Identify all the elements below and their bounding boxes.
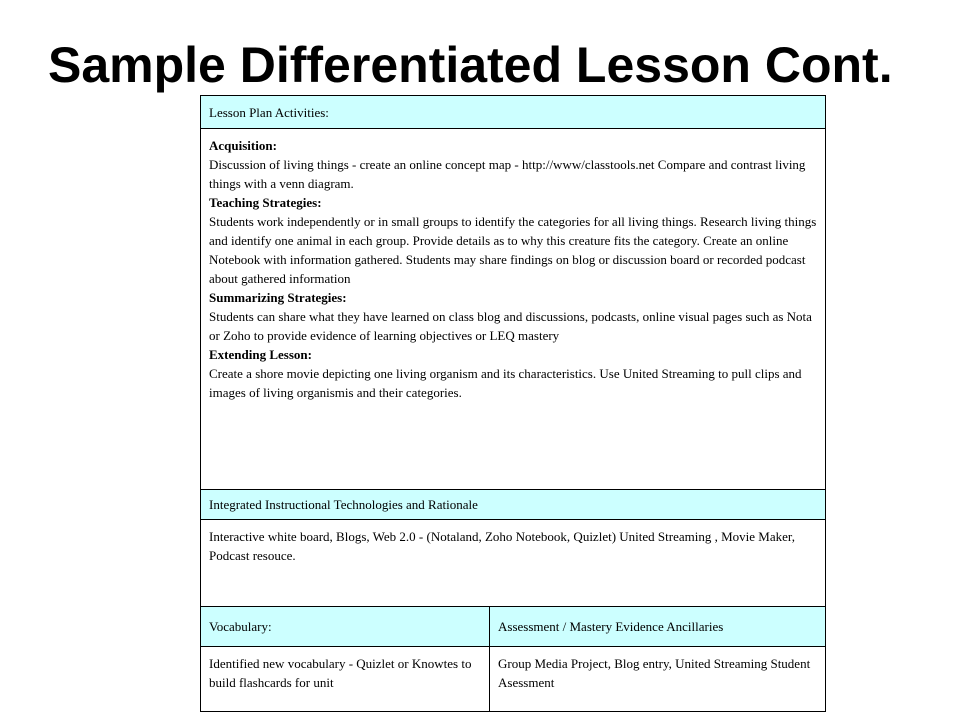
technologies-header	[200, 489, 826, 520]
vocabulary-header-label: Vocabulary:	[209, 619, 272, 634]
technologies-text: Interactive white board, Blogs, Web 2.0 - (Notaland, Zoho Notebook, Quizlet) United Streaming , Movie Maker, Podcast resouce.	[209, 529, 795, 563]
lesson-plan-body	[200, 128, 826, 490]
assessment-text: Group Media Project, Blog entry, United Streaming Student Asessment	[498, 656, 811, 690]
summarizing-heading: Summarizing Strategies:	[209, 290, 347, 305]
summarizing-text: Students can share what they have learned on class blog and discussions, podcasts, online visual pages such as Nota or Zoho to provide evidence of learning objectives or LEQ mastery	[209, 309, 812, 343]
assessment-header	[489, 606, 826, 647]
assessment-body	[489, 646, 826, 712]
lesson-plan-header	[200, 95, 826, 129]
technologies-body	[200, 519, 826, 607]
extending-text: Create a shore movie depicting one living organism and its characteristics. Use United Streaming to pull clips and images of living organismis and their categories.	[209, 366, 802, 400]
acquisition-text: Discussion of living things - create an online concept map - http://www/classtools.net Compare and contrast living things with a venn diagram.	[209, 157, 806, 191]
vocabulary-text: Identified new vocabulary - Quizlet or Knowtes to build flashcards for unit	[209, 656, 472, 690]
teaching-heading: Teaching Strategies:	[209, 195, 322, 210]
lesson-plan-content	[201, 129, 825, 402]
lesson-plan-header-label: Lesson Plan Activities:	[209, 104, 329, 120]
extending-heading: Extending Lesson:	[209, 347, 312, 362]
technologies-header-label: Integrated Instructional Technologies and Rationale	[209, 497, 478, 512]
vocabulary-body	[200, 646, 490, 712]
teaching-text: Students work independently or in small groups to identify the categories for all living things. Research living things and identify one animal in each group. Provide details as to why this creature fits the category. Create an online Notebook with information gathered. Students may share findings on blog or discussion board or recorded podcast about gathered information	[209, 214, 817, 286]
vocabulary-header	[200, 606, 490, 647]
page-title: Sample Differentiated Lesson Cont.	[48, 37, 893, 93]
acquisition-heading: Acquisition:	[209, 138, 277, 153]
assessment-header-label: Assessment / Mastery Evidence Ancillaries	[498, 619, 724, 634]
